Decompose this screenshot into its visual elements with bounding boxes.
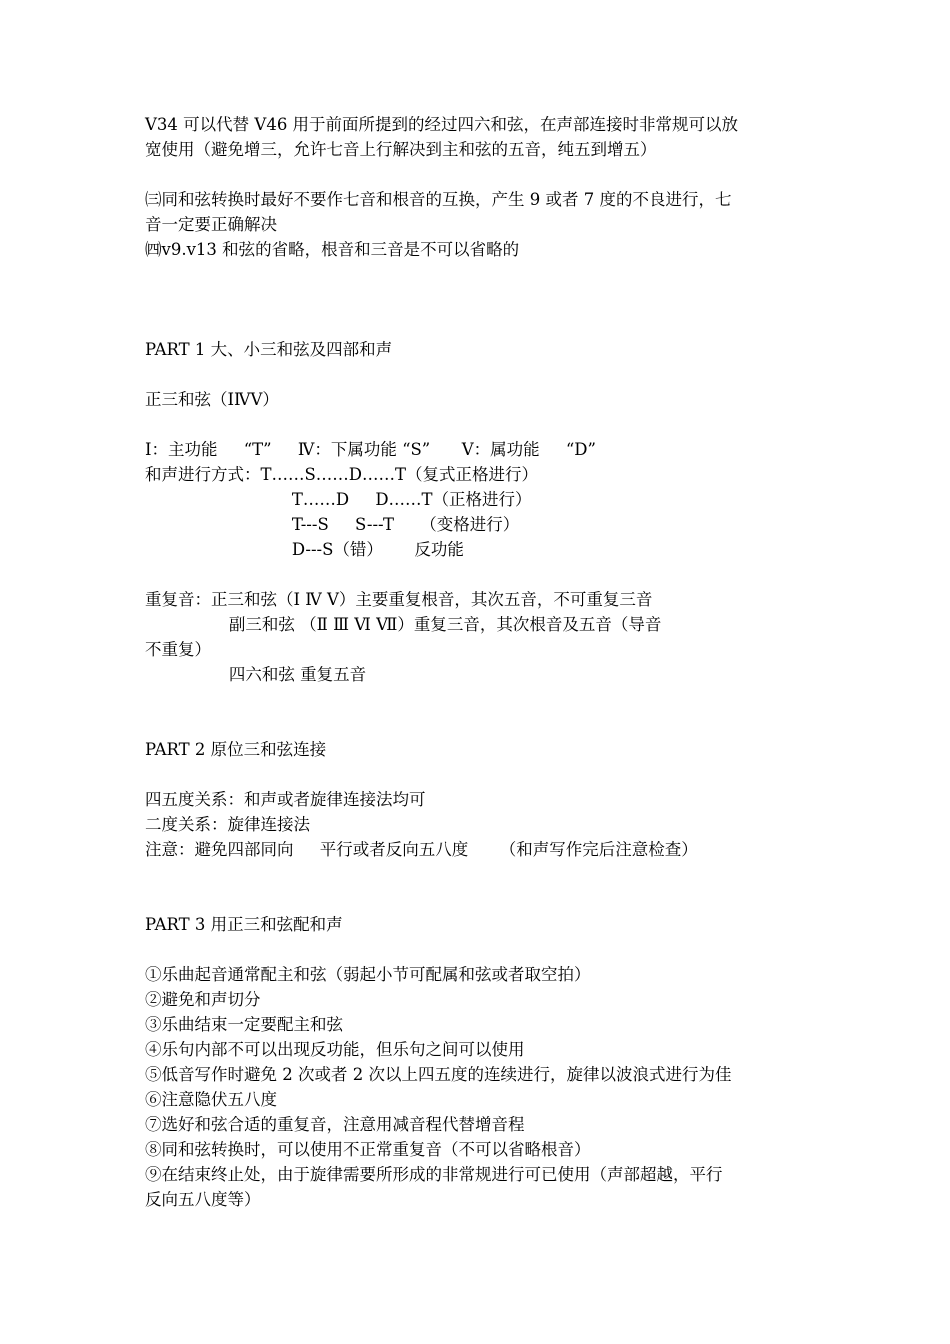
part1-doubling-4: 四六和弦 重复五音: [145, 665, 367, 684]
intro-p1-line2: 宽使用（避免增三，允许七音上行解决到主和弦的五音，纯五到增五）: [145, 140, 657, 159]
list-item: ⑦选好和弦合适的重复音，注意用减音程代替增音程: [145, 1115, 525, 1134]
list-item: ⑧同和弦转换时，可以使用不正常重复音（不可以省略根音）: [145, 1140, 591, 1159]
part1-progression-3: T---S S---T （变格进行）: [145, 515, 520, 534]
list-item: ②避免和声切分: [145, 990, 261, 1009]
part2-line-1: 四五度关系：和声或者旋律连接法均可: [145, 790, 426, 809]
part1-doubling-2: 副三和弦 （Ⅱ Ⅲ Ⅵ Ⅶ）重复三音，其次根音及五音（导音: [145, 615, 662, 634]
list-item: ⑨在结束终止处，由于旋律需要所形成的非常规进行可已使用（声部超越，平行: [145, 1165, 723, 1184]
part1-progression-4: D---S（错） 反功能: [145, 540, 464, 559]
part1-primary-chords: 正三和弦（ⅠⅣⅤ）: [145, 390, 279, 409]
document-page: [145, 112, 825, 1212]
intro-p1-line1: V34 可以代替 V46 用于前面所提到的经过四六和弦，在声部连接时非常规可以放: [145, 115, 739, 134]
part1-progression-2: T……D D……T（正格进行）: [145, 490, 532, 509]
list-item: ①乐曲起音通常配主和弦（弱起小节可配属和弦或者取空拍）: [145, 965, 591, 984]
part3-title: PART 3 用正三和弦配和声: [145, 915, 343, 934]
part2-line-2: 二度关系：旋律连接法: [145, 815, 310, 834]
part1-doubling-1: 重复音：正三和弦（Ⅰ Ⅳ Ⅴ）主要重复根音，其次五音，不可重复三音: [145, 590, 653, 609]
list-item: ④乐句内部不可以出现反功能，但乐句之间可以使用: [145, 1040, 525, 1059]
intro-p2-line2: 音一定要正确解决: [145, 215, 277, 234]
part1-title: PART 1 大、小三和弦及四部和声: [145, 340, 393, 359]
intro-p3: ㈣v9.v13 和弦的省略，根音和三音是不可以省略的: [145, 240, 520, 259]
list-item: ⑥注意隐伏五八度: [145, 1090, 277, 1109]
part1-functions: Ⅰ：主功能 “T” Ⅳ：下属功能 “S” Ⅴ：属功能 “D”: [145, 440, 596, 459]
part2-line-3: 注意：避免四部同向 平行或者反向五八度 （和声写作完后注意检查）: [145, 840, 698, 859]
part2-title: PART 2 原位三和弦连接: [145, 740, 327, 759]
list-item: ③乐曲结束一定要配主和弦: [145, 1015, 343, 1034]
list-item-continuation: 反向五八度等）: [145, 1190, 261, 1209]
intro-p2-line1: ㈢同和弦转换时最好不要作七音和根音的互换，产生 9 或者 7 度的不良进行，七: [145, 190, 732, 209]
part1-progression-1: 和声进行方式：T……S……D……T（复式正格进行）: [145, 465, 539, 484]
part1-doubling-3: 不重复）: [145, 640, 211, 659]
list-item: ⑤低音写作时避免 2 次或者 2 次以上四五度的连续进行，旋律以波浪式进行为佳: [145, 1065, 732, 1084]
